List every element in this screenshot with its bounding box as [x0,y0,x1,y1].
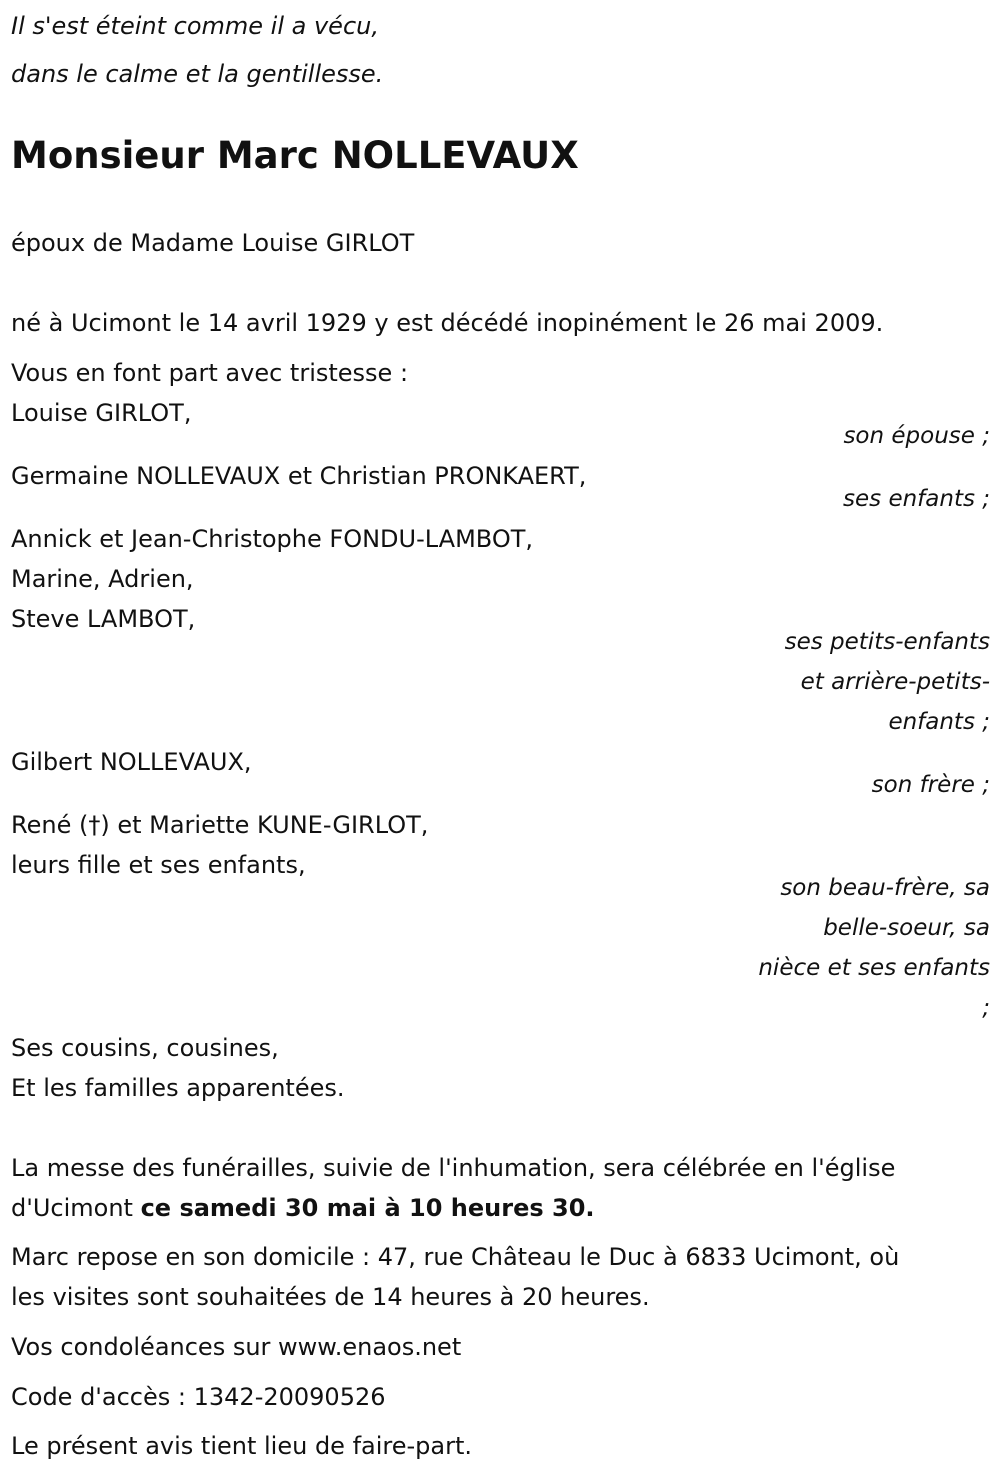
mourner-relation: belle-soeur, sa [823,915,990,941]
mourner-name: Annick et Jean-Christophe FONDU-LAMBOT, [11,525,534,553]
mourner-name: leurs fille et ses enfants, [11,851,306,879]
epigraph-line-1: Il s'est éteint comme il a vécu, [11,12,379,40]
mourner-relation: son beau-frère, sa [780,875,990,901]
birth-death-line: né à Ucimont le 14 avril 1929 y est décédé inopinément le 26 mai 2009. [11,309,884,337]
others-line: Et les familles apparentées. [11,1074,345,1102]
mourner-relation: son épouse ; [843,423,990,449]
mourner-name: Germaine NOLLEVAUX et Christian PRONKAERT, [11,462,587,490]
mourner-relation: nièce et ses enfants [758,955,990,981]
closing-line: Le présent avis tient lieu de faire-part. [11,1432,473,1460]
mourner-relation: ses petits-enfants [784,629,990,655]
spouse-line: époux de Madame Louise GIRLOT [11,229,415,257]
others-line: Ses cousins, cousines, [11,1034,279,1062]
intro-line: Vous en font part avec tristesse : [11,359,409,387]
repose-line-2: les visites sont souhaitées de 14 heures à 20 heures. [11,1283,650,1311]
funeral-place: d'Ucimont [11,1194,141,1222]
funeral-line-2 [11,1192,595,1224]
funeral-datetime: ce samedi 30 mai à 10 heures 30. [140,1194,595,1222]
mourner-relation: ses enfants ; [843,486,990,512]
mourner-relation: ; [982,995,990,1021]
funeral-line-1: La messe des funérailles, suivie de l'inhumation, sera célébrée en l'église [11,1154,896,1182]
mourner-name: Louise GIRLOT, [11,399,192,427]
page-title: Monsieur Marc NOLLEVAUX [11,134,579,177]
mourner-relation: son frère ; [871,772,990,798]
repose-line-1: Marc repose en son domicile : 47, rue Château le Duc à 6833 Ucimont, où [11,1243,900,1271]
mourner-relation: enfants ; [888,709,990,735]
epigraph-line-2: dans le calme et la gentillesse. [11,60,384,88]
mourner-name: Steve LAMBOT, [11,605,196,633]
mourner-name: Gilbert NOLLEVAUX, [11,748,252,776]
mourner-relation: et arrière-petits- [800,669,990,695]
access-code-line: Code d'accès : 1342-20090526 [11,1383,386,1411]
condolences-line: Vos condoléances sur www.enaos.net [11,1333,462,1361]
mourner-name: René (†) et Mariette KUNE-GIRLOT, [11,811,429,839]
mourner-name: Marine, Adrien, [11,565,194,593]
